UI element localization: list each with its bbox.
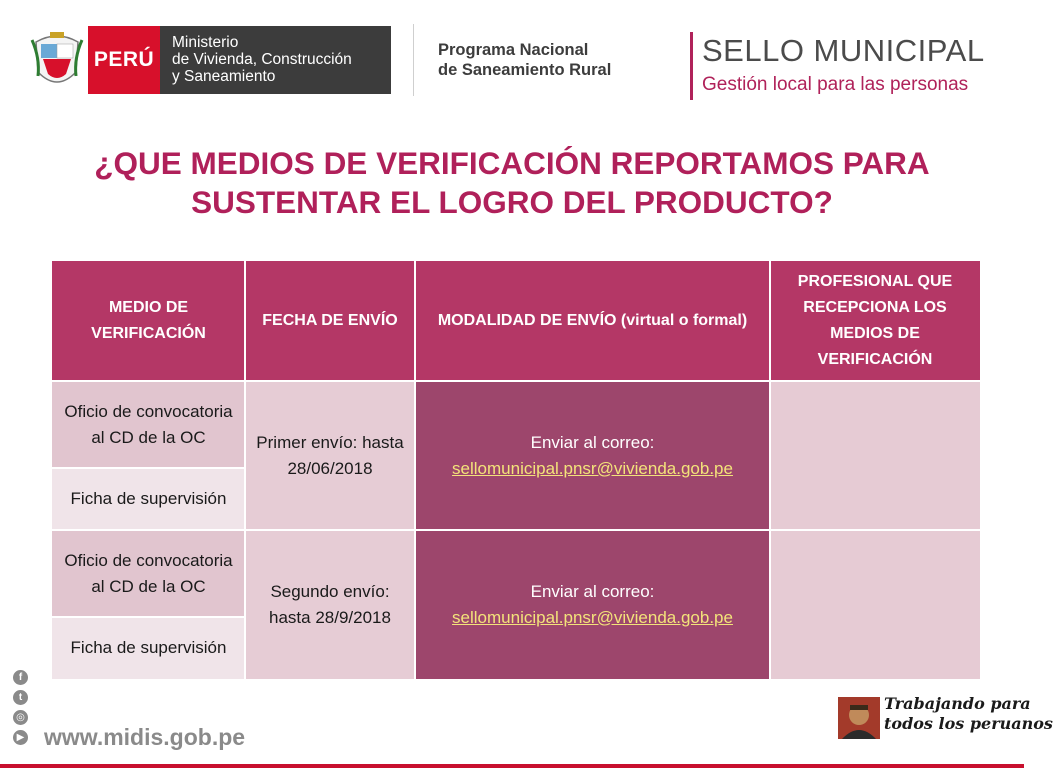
- peru-coat-of-arms-icon: [28, 28, 86, 94]
- table-grid-line: [414, 261, 416, 679]
- sello-municipal-title: SELLO MUNICIPAL: [702, 33, 985, 68]
- table-cell-profesional: [770, 381, 980, 530]
- ministry-line: de Vivienda, Construcción: [172, 51, 352, 68]
- table-cell-medio: Ficha de supervisión: [52, 468, 245, 530]
- instagram-icon[interactable]: ◎: [13, 710, 28, 725]
- table-cell-profesional: [770, 530, 980, 679]
- slogan: [884, 694, 1053, 734]
- sello-accent-bar: [690, 32, 693, 100]
- website-link[interactable]: www.midis.gob.pe: [44, 724, 246, 750]
- slogan-line: todos los peruanos: [884, 714, 1053, 733]
- facebook-icon[interactable]: f: [13, 670, 28, 685]
- page-title-line: SUSTENTAR EL LOGRO DEL PRODUCTO?: [191, 184, 833, 220]
- table-cell-modalidad: [415, 381, 770, 530]
- table-grid-line: [52, 616, 245, 618]
- programa-nacional-logo: [438, 40, 611, 80]
- header: [0, 0, 1024, 110]
- table-grid-line: [769, 261, 771, 679]
- table-grid-line: [52, 467, 245, 469]
- programa-line: Programa Nacional: [438, 41, 589, 59]
- table-cell-fecha: Segundo envío: hasta 28/9/2018: [245, 530, 415, 679]
- ministry-logo: [160, 26, 391, 94]
- avatar: [838, 697, 880, 739]
- page-title: [40, 144, 984, 222]
- ministry-line: Ministerio: [172, 34, 239, 51]
- sello-municipal-subtitle: Gestión local para las personas: [702, 74, 969, 95]
- column-header-profesional: PROFESIONAL QUE RECEPCIONA LOS MEDIOS DE VERIFICACIÓN: [770, 261, 980, 381]
- column-header-fecha: FECHA DE ENVÍO: [245, 261, 415, 381]
- modalidad-label: Enviar al correo:: [530, 581, 655, 601]
- page-title-line: ¿QUE MEDIOS DE VERIFICACIÓN REPORTAMOS PARA: [94, 145, 930, 181]
- programa-line: de Saneamiento Rural: [438, 61, 612, 79]
- email-link[interactable]: sellomunicipal.pnsr@vivienda.gob.pe: [452, 607, 733, 627]
- table-grid-line: [52, 380, 980, 382]
- table-grid-line: [52, 529, 980, 531]
- table-cell-medio: Oficio de convocatoria al CD de la OC: [52, 381, 245, 468]
- ministry-line: y Saneamiento: [172, 68, 276, 85]
- twitter-icon[interactable]: t: [13, 690, 28, 705]
- header-divider: [413, 24, 414, 96]
- verification-table: [52, 261, 980, 679]
- column-header-modalidad: MODALIDAD DE ENVÍO (virtual o formal): [415, 261, 770, 381]
- email-link[interactable]: sellomunicipal.pnsr@vivienda.gob.pe: [452, 458, 733, 478]
- peru-logo: PERÚ: [88, 26, 160, 94]
- table-cell-medio: Oficio de convocatoria al CD de la OC: [52, 530, 245, 617]
- table-cell-medio: Ficha de supervisión: [52, 617, 245, 679]
- modalidad-label: Enviar al correo:: [530, 432, 655, 452]
- slogan-line: Trabajando para: [884, 694, 1031, 713]
- social-icons: [13, 670, 31, 750]
- bottom-accent-line: [0, 764, 1024, 768]
- column-header-medio: MEDIO DE VERIFICACIÓN: [52, 261, 245, 381]
- table-cell-modalidad: [415, 530, 770, 679]
- youtube-icon[interactable]: ▶: [13, 730, 28, 745]
- table-cell-fecha: Primer envío: hasta 28/06/2018: [245, 381, 415, 530]
